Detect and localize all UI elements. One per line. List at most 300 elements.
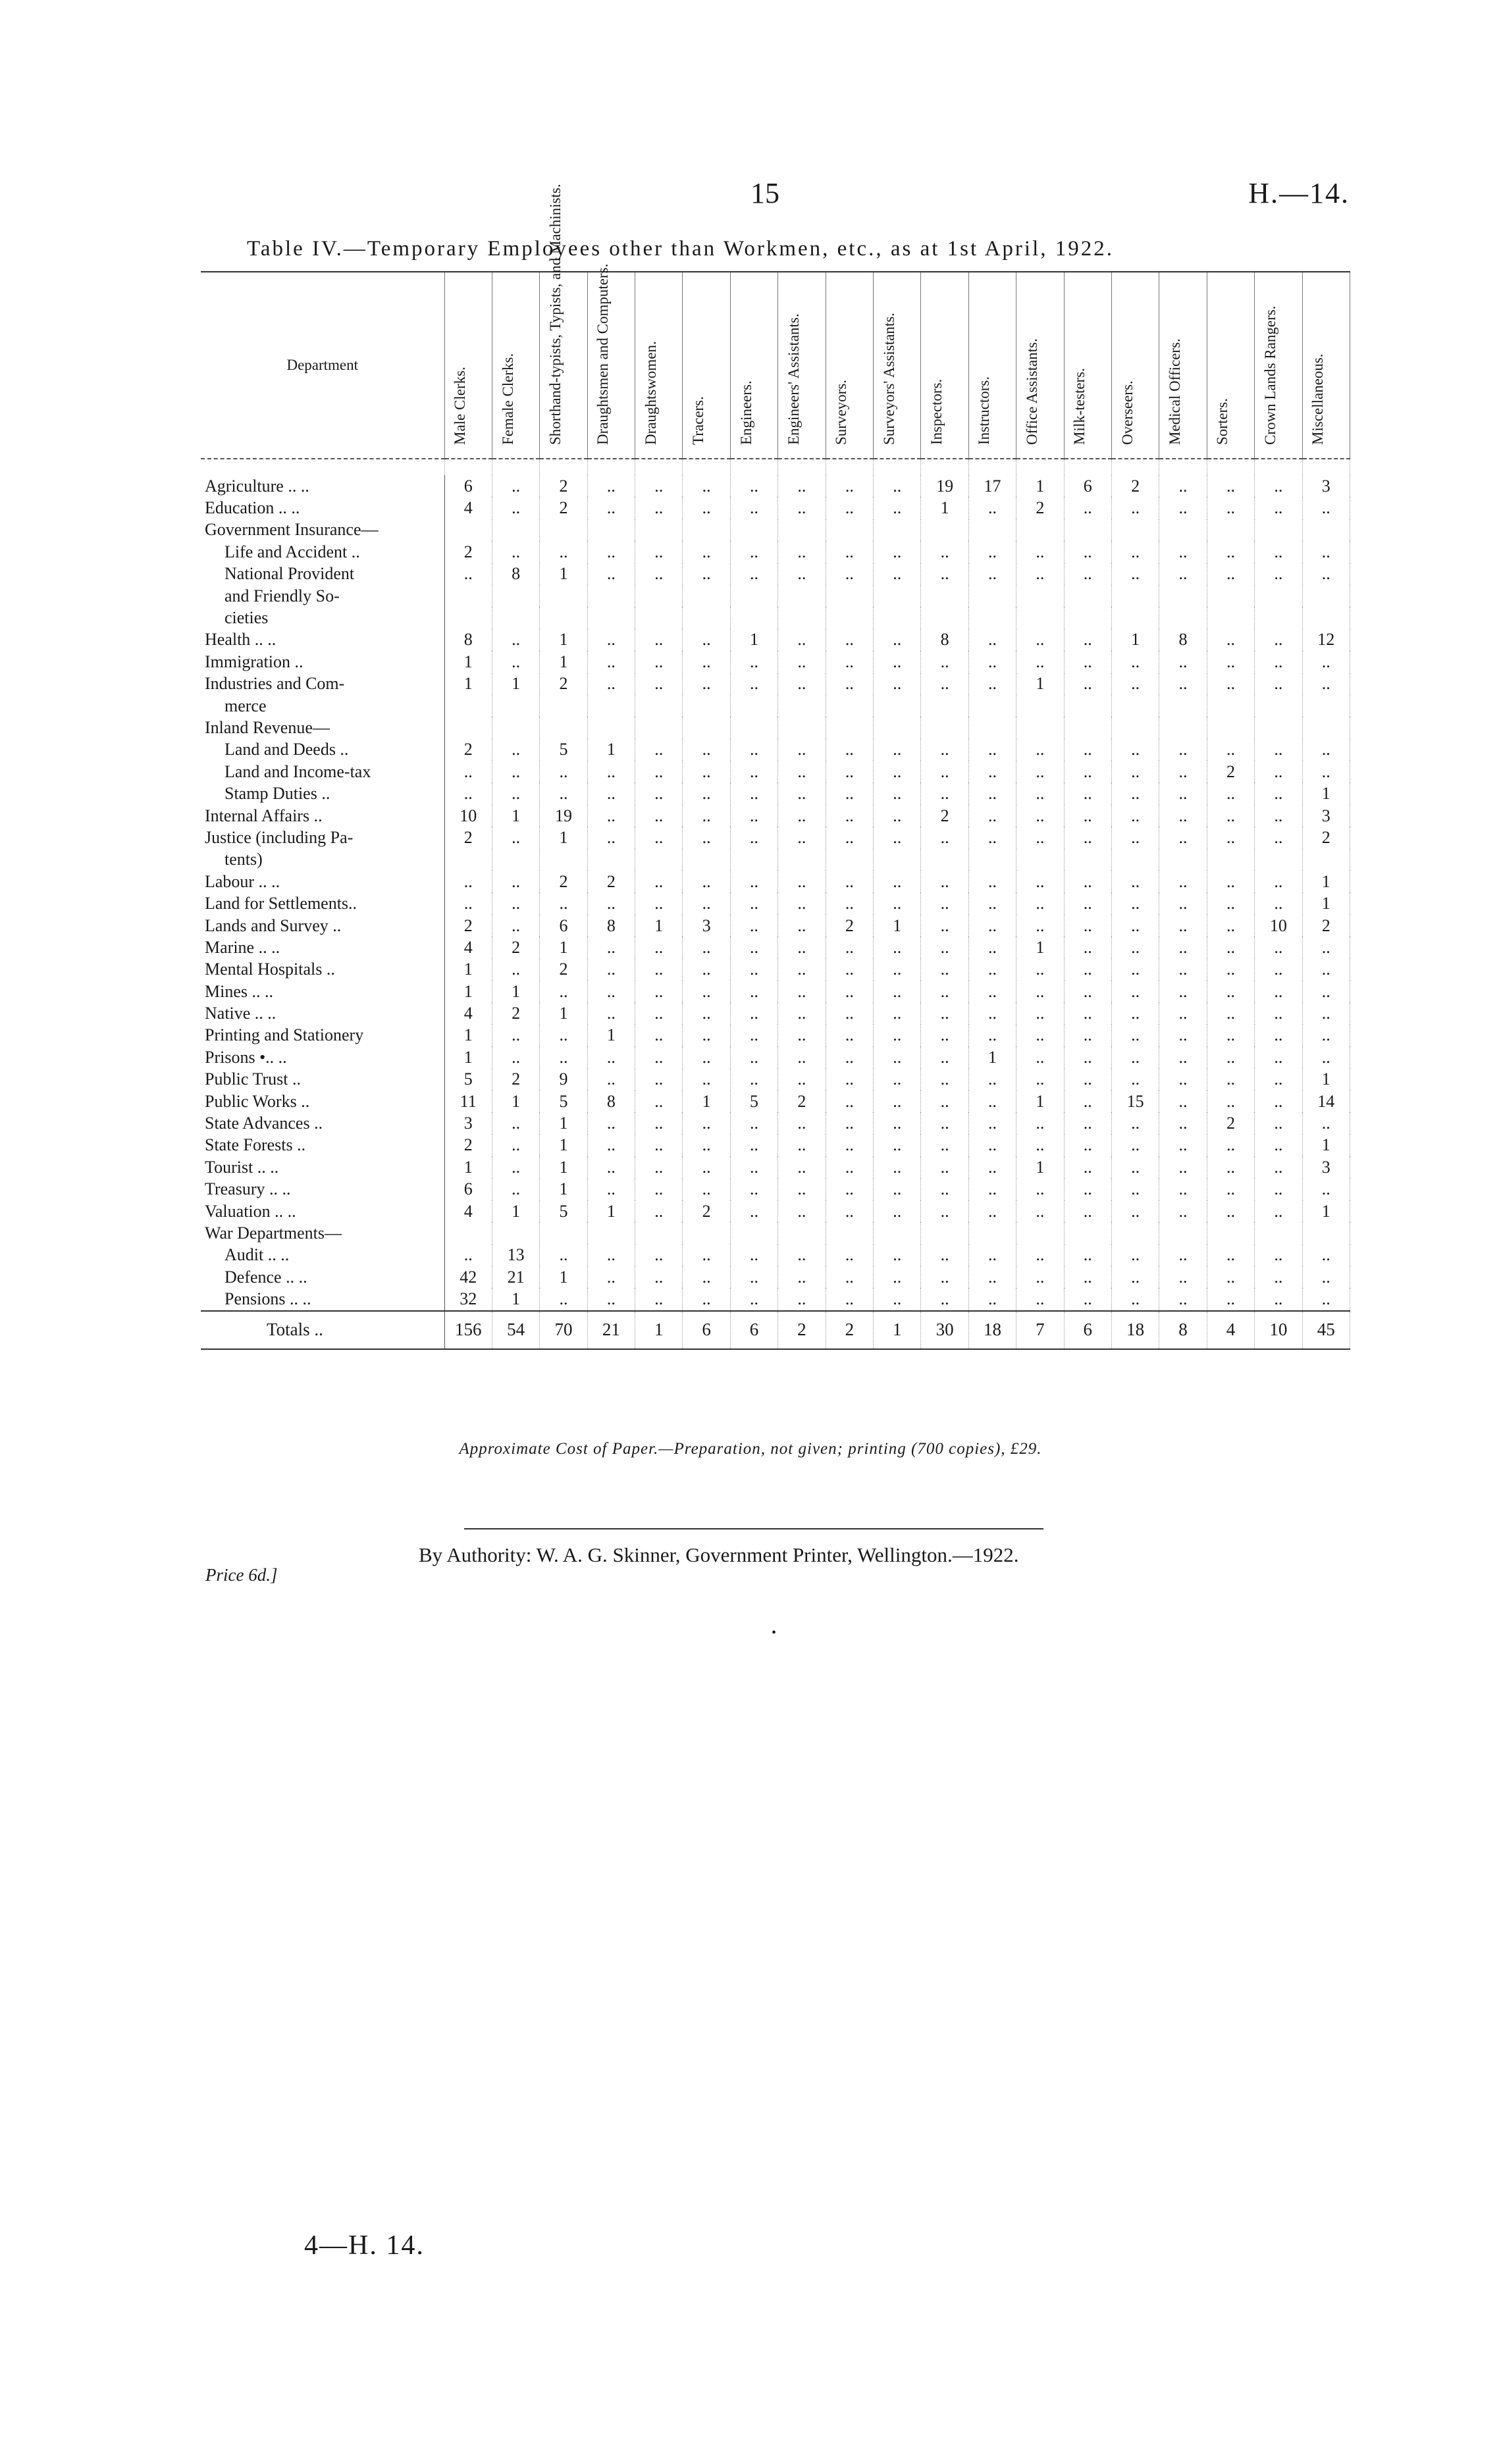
table-row [201, 849, 1350, 871]
table-cell [1111, 1222, 1159, 1244]
table-cell: 8 [587, 915, 635, 937]
table-cell: .. [921, 673, 968, 695]
table-cell: .. [968, 1135, 1016, 1156]
department-name: merce [201, 695, 444, 717]
table-cell [1207, 717, 1254, 738]
table-cell: .. [635, 959, 683, 981]
total-cell: 30 [921, 1311, 968, 1349]
total-cell: 18 [1111, 1311, 1159, 1349]
table-cell: .. [778, 1112, 826, 1134]
table-cell: 2 [492, 1002, 539, 1024]
table-row [201, 937, 1350, 958]
table-cell: .. [1255, 651, 1302, 673]
table-cell: .. [874, 497, 921, 519]
table-cell [492, 849, 539, 871]
column-header [874, 272, 921, 459]
table-cell [587, 717, 635, 738]
table-cell: .. [1207, 1091, 1254, 1112]
table-cell: 1 [1016, 673, 1064, 695]
table-row [201, 739, 1350, 761]
table-cell [921, 695, 968, 717]
table-cell: .. [730, 1245, 777, 1266]
department-name: Land and Income-tax [201, 761, 444, 783]
table-cell [587, 519, 635, 541]
table-cell [1159, 717, 1207, 738]
table-cell [1064, 1222, 1111, 1244]
table-cell [778, 585, 826, 607]
table-cell: .. [968, 981, 1016, 1002]
table-cell: .. [1016, 1046, 1064, 1068]
table-cell [1016, 585, 1064, 607]
table-cell: .. [826, 1200, 873, 1222]
table-cell [1255, 607, 1302, 629]
table-cell: 1 [921, 497, 968, 519]
table-cell: .. [778, 761, 826, 783]
table-cell: .. [874, 541, 921, 563]
table-cell: 2 [1207, 1112, 1254, 1134]
table-cell [730, 717, 777, 738]
table-cell: .. [635, 1002, 683, 1024]
table-cell: .. [1302, 1179, 1350, 1200]
table-cell: .. [1111, 1200, 1159, 1222]
table-cell: .. [1111, 541, 1159, 563]
department-name: Immigration .. [201, 651, 444, 673]
table-cell: 1 [730, 629, 777, 651]
table-cell: .. [1064, 1156, 1111, 1178]
department-name: Justice (including Pa- [201, 827, 444, 848]
table-cell: .. [1016, 871, 1064, 892]
table-cell: .. [492, 1156, 539, 1178]
table-cell: .. [587, 563, 635, 585]
table-cell: .. [1302, 497, 1350, 519]
table-cell: .. [492, 629, 539, 651]
table-cell: .. [635, 981, 683, 1002]
table-cell: .. [1016, 959, 1064, 981]
table-cell: .. [826, 783, 873, 804]
table-cell [826, 695, 873, 717]
table-cell: .. [683, 1156, 730, 1178]
table-cell: 2 [1111, 475, 1159, 497]
table-cell [874, 717, 921, 738]
table-cell: .. [587, 1069, 635, 1091]
table-cell: .. [826, 1046, 873, 1068]
column-header-label: Surveyors' Assistants. [880, 313, 897, 445]
table-cell [540, 717, 587, 738]
table-cell: .. [1207, 981, 1254, 1002]
table-cell: .. [778, 1266, 826, 1288]
table-cell: .. [968, 827, 1016, 848]
table-cell: .. [826, 937, 873, 958]
table-cell: 2 [444, 827, 492, 848]
table-cell: 1 [1302, 783, 1350, 804]
table-cell: 6 [1064, 475, 1111, 497]
table-cell [826, 1222, 873, 1244]
table-cell: .. [1016, 1002, 1064, 1024]
table-cell: .. [778, 497, 826, 519]
total-cell: 45 [1302, 1311, 1350, 1349]
table-cell: .. [1159, 1179, 1207, 1200]
table-cell: .. [874, 673, 921, 695]
table-cell: .. [921, 1025, 968, 1046]
table-cell: .. [730, 1002, 777, 1024]
table-cell: .. [635, 1069, 683, 1091]
table-cell: .. [874, 805, 921, 827]
table-cell: 1 [635, 915, 683, 937]
department-name: State Forests .. [201, 1135, 444, 1156]
table-cell: 21 [492, 1266, 539, 1288]
table-cell: .. [1159, 783, 1207, 804]
table-cell: .. [1016, 1135, 1064, 1156]
table-cell: .. [968, 1091, 1016, 1112]
department-name: Printing and Stationery [201, 1025, 444, 1046]
table-cell: .. [635, 497, 683, 519]
table-cell: .. [683, 739, 730, 761]
table-cell: .. [778, 475, 826, 497]
table-cell: .. [730, 1288, 777, 1310]
table-cell: .. [683, 673, 730, 695]
table-cell: 1 [540, 827, 587, 848]
table-cell: 1 [444, 1046, 492, 1068]
table-cell: .. [635, 1135, 683, 1156]
department-name: State Advances .. [201, 1112, 444, 1134]
table-cell [492, 695, 539, 717]
table-cell: .. [921, 1002, 968, 1024]
table-cell [826, 849, 873, 871]
table-cell: .. [778, 871, 826, 892]
table-cell [730, 585, 777, 607]
table-cell: .. [1302, 1112, 1350, 1134]
table-cell [1016, 695, 1064, 717]
table-cell: .. [1207, 1002, 1254, 1024]
table-cell: .. [1255, 1046, 1302, 1068]
table-cell: .. [683, 475, 730, 497]
table-cell: .. [826, 497, 873, 519]
table-cell: .. [730, 892, 777, 914]
table-cell [826, 585, 873, 607]
table-cell [1016, 1222, 1064, 1244]
table-cell [874, 849, 921, 871]
table-cell: .. [1064, 1069, 1111, 1091]
table-cell: 1 [683, 1091, 730, 1112]
table-cell: .. [587, 1179, 635, 1200]
table-cell: .. [730, 1266, 777, 1288]
spacer-cell [587, 459, 635, 475]
table-cell: .. [1207, 1266, 1254, 1288]
spacer-cell [730, 459, 777, 475]
spacer-cell [921, 459, 968, 475]
table-cell: .. [730, 651, 777, 673]
table-cell: .. [587, 1002, 635, 1024]
table-cell: .. [1016, 1025, 1064, 1046]
table-cell: .. [1255, 981, 1302, 1002]
table-cell: .. [1255, 1025, 1302, 1046]
table-cell [921, 849, 968, 871]
column-header [492, 272, 539, 459]
table-cell: .. [826, 892, 873, 914]
spacer-cell [635, 459, 683, 475]
table-cell: .. [1255, 1069, 1302, 1091]
table-cell: .. [492, 1112, 539, 1134]
table-cell: .. [1064, 651, 1111, 673]
table-cell: .. [444, 892, 492, 914]
table-cell: .. [1111, 1266, 1159, 1288]
table-cell: 8 [587, 1091, 635, 1112]
table-cell: 3 [1302, 805, 1350, 827]
table-cell: 3 [1302, 1156, 1350, 1178]
spacer-cell [1255, 459, 1302, 475]
table-cell: .. [1302, 1046, 1350, 1068]
column-header-label: Inspectors. [928, 378, 945, 445]
table-cell: .. [968, 937, 1016, 958]
table-cell [778, 519, 826, 541]
table-cell: .. [921, 1156, 968, 1178]
table-cell: 1 [1302, 892, 1350, 914]
table-cell: .. [730, 915, 777, 937]
table-cell: 8 [492, 563, 539, 585]
table-cell [1302, 1222, 1350, 1244]
table-cell [778, 1222, 826, 1244]
table-cell: .. [683, 1025, 730, 1046]
department-name: tents) [201, 849, 444, 871]
table-row [201, 871, 1350, 892]
spacer-cell [492, 459, 539, 475]
table-cell [1016, 717, 1064, 738]
table-cell: .. [730, 739, 777, 761]
table-cell: .. [635, 563, 683, 585]
table-cell: .. [1159, 959, 1207, 981]
table-cell: .. [1064, 1091, 1111, 1112]
table-row [201, 629, 1350, 651]
department-name: Land and Deeds .. [201, 739, 444, 761]
table-cell: .. [874, 1091, 921, 1112]
table-cell: .. [968, 1288, 1016, 1310]
table-cell: .. [874, 892, 921, 914]
table-cell: .. [921, 915, 968, 937]
column-header [1159, 272, 1207, 459]
table-cell: .. [921, 937, 968, 958]
table-cell: .. [968, 1025, 1016, 1046]
table-cell: .. [1064, 1046, 1111, 1068]
table-cell: .. [826, 1245, 873, 1266]
table-cell: .. [968, 1112, 1016, 1134]
table-cell: .. [1016, 981, 1064, 1002]
table-cell: .. [1016, 1069, 1064, 1091]
department-name: Life and Accident .. [201, 541, 444, 563]
table-cell: .. [1255, 805, 1302, 827]
table-cell [1302, 519, 1350, 541]
table-cell: .. [587, 497, 635, 519]
table-row [201, 805, 1350, 827]
table-cell: .. [540, 1046, 587, 1068]
table-cell: .. [1255, 892, 1302, 914]
table-cell: 1 [540, 1156, 587, 1178]
table-cell: .. [968, 541, 1016, 563]
table-cell: .. [1064, 805, 1111, 827]
table-cell [730, 849, 777, 871]
department-name: Internal Affairs .. [201, 805, 444, 827]
table-cell: .. [540, 1288, 587, 1310]
column-header [1016, 272, 1064, 459]
table-cell [1207, 1222, 1254, 1244]
table-cell [874, 585, 921, 607]
table-cell [874, 695, 921, 717]
department-name: Native .. .. [201, 1002, 444, 1024]
table-cell: 1 [587, 1200, 635, 1222]
spacer-row [201, 459, 1350, 475]
table-cell: .. [492, 541, 539, 563]
table-cell: .. [683, 937, 730, 958]
table-cell: .. [444, 563, 492, 585]
table-header-row [201, 272, 1350, 459]
table-cell: 4 [444, 1002, 492, 1024]
table-cell: .. [778, 937, 826, 958]
table-cell: .. [683, 1112, 730, 1134]
table-row [201, 1179, 1350, 1200]
column-header-label: Office Assistants. [1023, 338, 1040, 445]
table-cell: 1 [492, 673, 539, 695]
department-name: National Provident [201, 563, 444, 585]
table-cell: .. [968, 761, 1016, 783]
table-cell [635, 695, 683, 717]
table-cell: .. [1064, 497, 1111, 519]
table-cell: .. [492, 761, 539, 783]
table-cell: .. [1064, 673, 1111, 695]
table-cell: .. [1207, 915, 1254, 937]
table-cell [1111, 695, 1159, 717]
spacer-cell [444, 459, 492, 475]
table-cell: .. [1159, 1112, 1207, 1134]
table-cell: .. [874, 1179, 921, 1200]
column-header-label: Medical Officers. [1167, 338, 1184, 445]
table-cell [1207, 695, 1254, 717]
table-cell: .. [874, 937, 921, 958]
table-cell: .. [587, 1046, 635, 1068]
table-cell [778, 695, 826, 717]
table-cell: .. [1064, 1200, 1111, 1222]
table-cell: .. [1111, 1179, 1159, 1200]
table-cell: .. [968, 1156, 1016, 1178]
table-cell: .. [968, 739, 1016, 761]
column-header-label: Female Clerks. [499, 353, 516, 445]
table-cell [444, 717, 492, 738]
table-cell: 6 [444, 475, 492, 497]
table-cell: .. [730, 959, 777, 981]
table-cell: .. [1255, 1112, 1302, 1134]
column-header-department [201, 272, 444, 459]
table-cell: .. [635, 1091, 683, 1112]
table-cell: 4 [444, 1200, 492, 1222]
table-cell: .. [492, 915, 539, 937]
table-cell: .. [778, 1156, 826, 1178]
table-cell: .. [1111, 1002, 1159, 1024]
table-cell: .. [921, 651, 968, 673]
table-cell: 1 [540, 629, 587, 651]
table-cell: .. [1207, 959, 1254, 981]
column-header-label: Overseers. [1119, 380, 1136, 445]
table-cell: 1 [444, 673, 492, 695]
table-cell: .. [778, 1179, 826, 1200]
table-cell: .. [1302, 739, 1350, 761]
table-cell: .. [874, 871, 921, 892]
table-cell: .. [874, 1288, 921, 1310]
table-cell [1255, 1222, 1302, 1244]
total-cell: 1 [635, 1311, 683, 1349]
bullet-mark: • [772, 1626, 777, 1640]
table-cell: .. [1159, 673, 1207, 695]
table-cell: .. [826, 1135, 873, 1156]
table-cell: 6 [444, 1179, 492, 1200]
table-cell [1111, 607, 1159, 629]
table-cell: .. [826, 475, 873, 497]
table-cell: .. [1016, 1266, 1064, 1288]
table-row [201, 892, 1350, 914]
table-cell: .. [968, 1245, 1016, 1266]
column-header [778, 272, 826, 459]
table-cell [1302, 717, 1350, 738]
table-cell: .. [1111, 1156, 1159, 1178]
table-cell: .. [635, 1112, 683, 1134]
table-cell [1016, 607, 1064, 629]
table-cell: .. [1111, 1288, 1159, 1310]
table-cell: .. [635, 475, 683, 497]
table-cell: .. [635, 827, 683, 848]
table-cell: .. [1111, 892, 1159, 914]
table-cell: .. [778, 827, 826, 848]
table-cell: 2 [1302, 827, 1350, 848]
table-cell: .. [1255, 1200, 1302, 1222]
table-cell: .. [1207, 497, 1254, 519]
table-cell [968, 1222, 1016, 1244]
table-cell [874, 607, 921, 629]
table-cell: 1 [587, 739, 635, 761]
table-cell: .. [1111, 1046, 1159, 1068]
table-cell: .. [1016, 1112, 1064, 1134]
table-cell: .. [1064, 1135, 1111, 1156]
spacer-cell [1302, 459, 1350, 475]
table-cell: .. [587, 1245, 635, 1266]
table-cell: .. [921, 761, 968, 783]
table-cell: 3 [1302, 475, 1350, 497]
table-cell: .. [730, 1135, 777, 1156]
table-cell: .. [1159, 915, 1207, 937]
table-cell: 2 [1016, 497, 1064, 519]
table-cell: .. [587, 1288, 635, 1310]
table-cell: .. [587, 1112, 635, 1134]
table-cell: 2 [492, 1069, 539, 1091]
department-name: Inland Revenue— [201, 717, 444, 738]
table-row [201, 1112, 1350, 1134]
table-cell: .. [730, 541, 777, 563]
table-cell: .. [1255, 1245, 1302, 1266]
table-cell: .. [826, 673, 873, 695]
table-cell: 8 [1159, 629, 1207, 651]
table-cell: .. [587, 673, 635, 695]
totals-row [201, 1311, 1350, 1349]
table-cell: .. [587, 937, 635, 958]
department-name: Public Works .. [201, 1091, 444, 1112]
table-cell: .. [1159, 1266, 1207, 1288]
table-cell [1255, 519, 1302, 541]
table-cell [540, 585, 587, 607]
table-cell [492, 607, 539, 629]
table-cell [683, 717, 730, 738]
column-header-label: Male Clerks. [452, 367, 469, 445]
table-cell [683, 585, 730, 607]
table-cell [1207, 607, 1254, 629]
table-cell: 19 [921, 475, 968, 497]
column-header [540, 184, 587, 459]
table-row [201, 1266, 1350, 1288]
